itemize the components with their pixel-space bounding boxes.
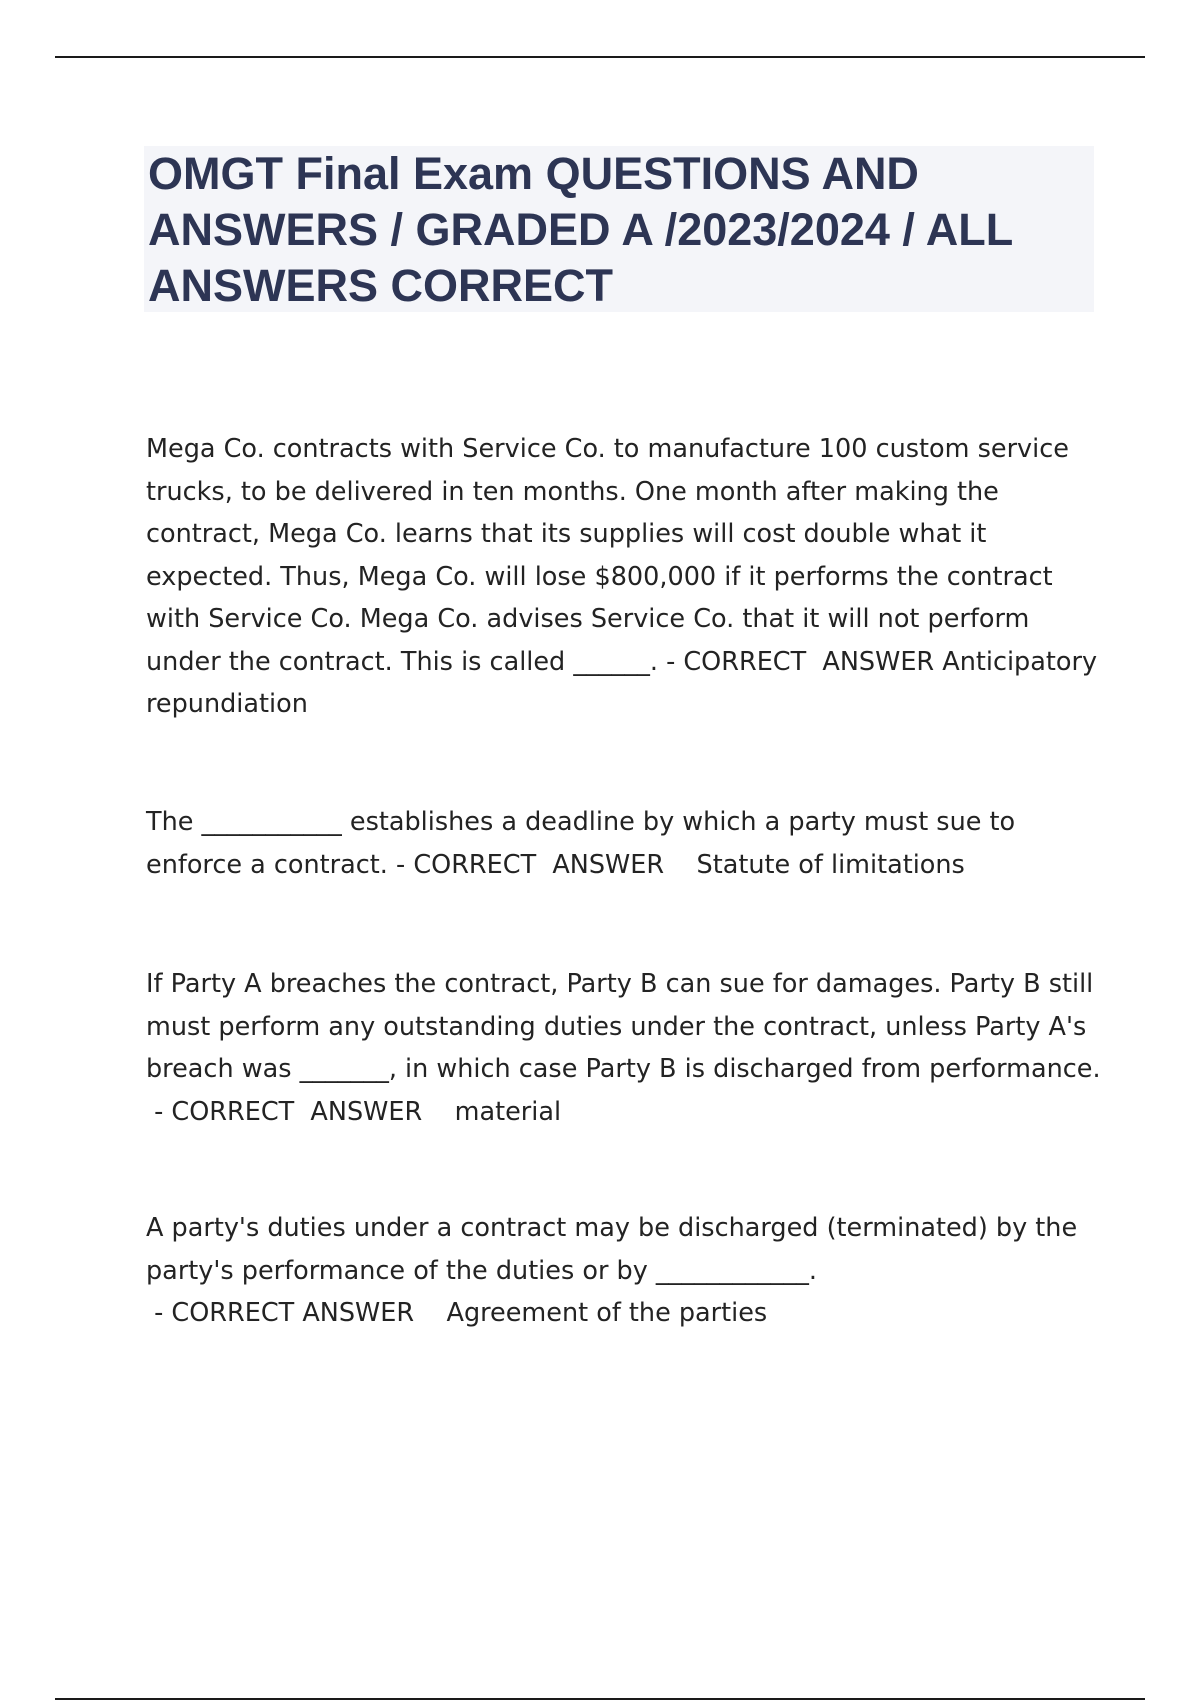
document-title: OMGT Final Exam QUESTIONS AND ANSWERS / GRADED A /2023/2024 / ALL ANSWERS CORRECT — [148, 148, 1013, 311]
question-text: Mega Co. contracts with Service Co. to manufacture 100 custom service trucks, to be delivered in ten months. One month after making the contract, Mega Co. learns that its supplies will cost double what it expected. Thus, Mega Co. will lose $800,000 if it performs the contract with Service Co. Mega Co. advises Service Co. that it will not perform under the contract. This is called ______. — [146, 434, 1069, 677]
correct-answer-marker: - CORRECT ANSWER — [657, 646, 943, 677]
qa-item — [146, 801, 1106, 886]
qa-item — [146, 1207, 1106, 1335]
correct-answer-marker: - CORRECT ANSWER — [146, 1096, 455, 1127]
question-text: A party's duties under a contract may be discharged (terminated) by the party's performance of the duties or by ____________. — [146, 1213, 1078, 1286]
title-banner — [144, 146, 1094, 312]
question-text: The ___________ establishes a deadline by which a party must sue to enforce a contract. — [146, 807, 1016, 880]
correct-answer-marker: - CORRECT ANSWER — [146, 1298, 447, 1328]
answer-text: Anticipatory repundiation — [146, 646, 1098, 719]
answer-text: Agreement of the parties — [446, 1298, 768, 1328]
answer-text: Statute of limitations — [696, 849, 965, 880]
qa-item — [146, 963, 1106, 1133]
answer-text: material — [454, 1096, 562, 1127]
top-rule — [55, 56, 1145, 58]
correct-answer-marker: - CORRECT ANSWER — [387, 849, 697, 880]
qa-item — [146, 428, 1106, 726]
question-text: If Party A breaches the contract, Party B can sue for damages. Party B still must perform any outstanding duties under the contract, unless Party A's breach was _______, in which case Party B is discharged from performance. — [146, 969, 1101, 1084]
